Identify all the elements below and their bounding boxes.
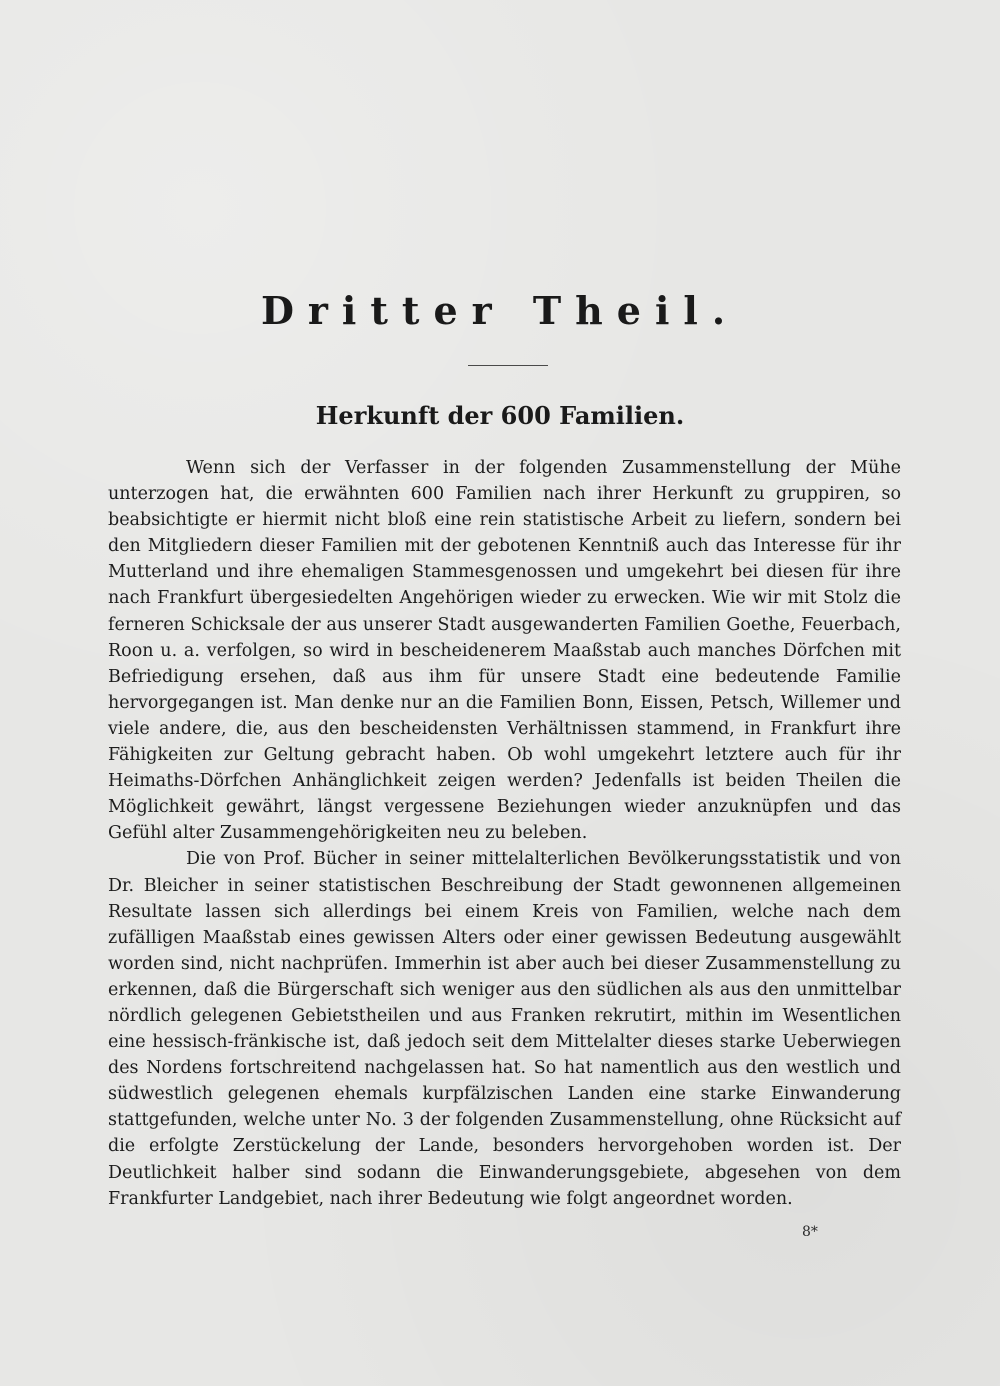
paragraph-1: Wenn sich der Verfasser in der folgenden Zusammenstellung der Mühe unterzogen hat, die erwähnten 600 Familien nach ihrer Herkunft zu gruppiren, so beabsichtigte er hiermit nicht bloß eine rein statistische Arbeit zu liefern, sondern bei den Mitgliedern dieser Familien mit der gebotenen Kenntniß auch das Interesse für ihr Mutterland und ihre ehemaligen Stammesgenossen und umgekehrt bei diesen für ihre nach Frankfurt übergesiedelten Angehörigen wieder zu erwecken. Wie wir mit Stolz die ferneren Schicksale der aus unserer Stadt ausgewanderten Familien Goethe, Feuerbach, Roon u. a. verfolgen, so wird in bescheidenerem Maaßstab auch manches Dörfchen mit Befriedigung ersehen, daß aus ihm für unsere Stadt eine bedeutende Familie hervorgegangen ist. Man denke nur an die Familien Bonn, Eissen, Petsch, Willemer und viele andere, die, aus den bescheidensten Verhältnissen stammend, in Frankfurt ihre Fähigkeiten zur Geltung gebracht haben. Ob wohl umgekehrt letztere auch für ihr Heimaths-Dörfchen Anhänglichkeit zeigen werden? Jedenfalls ist beiden Theilen die Möglichkeit gewährt, längst vergessene Beziehungen wieder anzuknüpfen und das Gefühl alter Zusammengehörigkeiten neu zu beleben.: [108, 458, 901, 844]
section-heading: Herkunft der 600 Familien.: [315, 401, 685, 430]
page-title: Dritter Theil.: [260, 288, 740, 333]
paragraph-2: Die von Prof. Bücher in seiner mittelalterlichen Bevölkerungsstatistik und von Dr. Bleicher in seiner statistischen Beschreibung der Stadt gewonnenen allgemeinen Resultate lassen sich allerdings bei einem Kreis von Familien, welche nach dem zufälligen Maaßstab eines gewissen Alters oder einer gewissen Bedeutung ausgewählt worden sind, nicht nachprüfen. Immerhin ist aber auch bei dieser Zusammenstellung zu erkennen, daß die Bürgerschaft sich weniger aus den südlichen als aus den unmittelbar nördlich gelegenen Gebietstheilen und aus Franken rekrutirt, mithin im Wesentlichen eine hessisch-fränkische ist, daß jedoch seit dem Mittelalter dieses starke Ueberwiegen des Nordens fortschreitend nachgelassen hat. So hat namentlich aus den westlich und südwestlich gelegenen ehemals kurpfälzischen Landen eine starke Einwanderung stattgefunden, welche unter No. 3 der folgenden Zusammenstellung, ohne Rücksicht auf die erfolgte Zerstückelung der Lande, besonders hervorgehoben worden ist. Der Deutlichkeit halber sind sodann die Einwanderungsgebiete, abgesehen von dem Frankfurter Landgebiet, nach ihrer Bedeutung wie folgt angeordnet worden.: [108, 849, 901, 1209]
body-text: [108, 455, 901, 1212]
title-divider: [468, 365, 548, 366]
page-number: 8*: [802, 1224, 818, 1240]
